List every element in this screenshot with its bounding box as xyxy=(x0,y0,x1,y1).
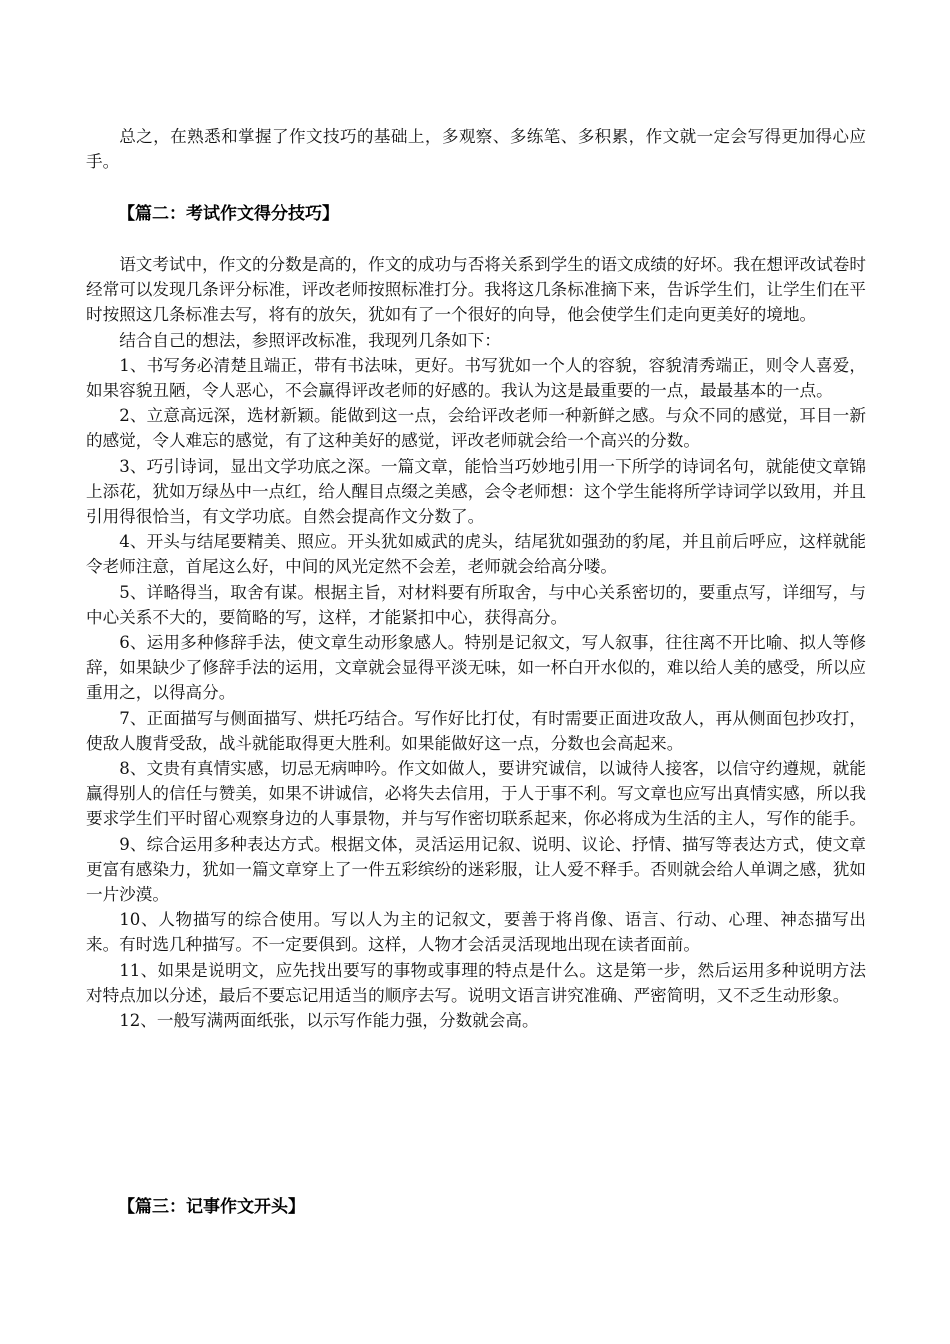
list-item: 1、书写务必清楚且端正，带有书法味，更好。书写犹如一个人的容貌，容貌清秀端正，则令人喜爱，如果容貌丑陋，令人恶心，不会赢得评改老师的好感的。我认为这是最重要的一点，最最基本的一点。 xyxy=(86,355,866,401)
paragraph: 语文考试中，作文的分数是高的，作文的成功与否将关系到学生的语文成绩的好坏。我在想评改试卷时经常可以发现几条评分标准，评改老师按照标准打分。我将这几条标准摘下来，告诉学生们，让学生们在平时按照这几条标准去写，将有的放矢，犹如有了一个很好的向导，他会使学生们走向更美好的境地。 xyxy=(86,255,866,325)
list-item: 10、人物描写的综合使用。写以人为主的记叙文，要善于将肖像、语言、行动、心理、神态描写出来。有时选几种描写。不一定要俱到。这样，人物才会活灵活现地出现在读者面前。 xyxy=(86,910,866,955)
intro-paragraph: 总之，在熟悉和掌握了作文技巧的基础上，多观察、多练笔、多积累，作文就一定会写得更加得心应手。 xyxy=(86,127,866,172)
section2-heading: 【篇二：考试作文得分技巧】 xyxy=(118,204,339,224)
list-item: 5、详略得当，取舍有谋。根据主旨，对材料要有所取舍，与中心关系密切的，要重点写，详细写，与中心关系不大的，要简略的写，这样，才能紧扣中心，获得高分。 xyxy=(86,582,866,627)
list-item: 9、综合运用多种表达方式。根据文体，灵活运用记叙、说明、议论、抒情、描写等表达方式，使文章更富有感染力，犹如一篇文章穿上了一件五彩缤纷的迷彩服，让人爱不释手。否则就会给人单调之感，犹如一片沙漠。 xyxy=(86,834,866,905)
section2-body xyxy=(86,252,866,1033)
list-item: 3、巧引诗词，显出文学功底之深。一篇文章，能恰当巧妙地引用一下所学的诗词名句，就能使文章锦上添花，犹如万绿丛中一点红，给人醒目点缀之美感，会令老师想：这个学生能将所学诗词学以致用，并且引用得很恰当，有文学功底。自然会提高作文分数了。 xyxy=(86,456,866,527)
list-item: 6、运用多种修辞手法，使文章生动形象感人。特别是记叙文，写人叙事，往往离不开比喻、拟人等修辞，如果缺少了修辞手法的运用，文章就会显得平淡无味，如一杯白开水似的，难以给人美的感受，所以应重用之，以得高分。 xyxy=(86,633,866,703)
section3-heading: 【篇三：记事作文开头】 xyxy=(118,1197,305,1217)
list-item: 12、一般写满两面纸张，以示写作能力强，分数就会高。 xyxy=(119,1011,539,1031)
list-item: 11、如果是说明文，应先找出要写的事物或事理的特点是什么。这是第一步，然后运用多种说明方法对特点加以分述，最后不要忘记用适当的顺序去写。说明文语言讲究准确、严密简明，又不乏生动形象。 xyxy=(86,960,866,1005)
paragraph: 结合自己的想法，参照评改标准，我现列几条如下： xyxy=(119,330,501,350)
list-item: 2、立意高远深，选材新颖。能做到这一点，会给评改老师一种新鲜之感。与众不同的感觉，耳目一新的感觉，令人难忘的感觉，有了这种美好的感觉，评改老师就会给一个高兴的分数。 xyxy=(86,406,866,451)
list-item: 8、文贵有真情实感，切忌无病呻吟。作文如做人，要讲究诚信，以诚待人接客，以信守约遵规，就能赢得别人的信任与赞美，如果不讲诚信，必将失去信用，于人于事不利。写文章也应写出真情实感，所以我要求学生们平时留心观察身边的人事景物，并与写作密切联系起来，你必将成为生活的主人，写作的能手。 xyxy=(86,759,866,829)
list-item: 4、开头与结尾要精美、照应。开头犹如威武的虎头，结尾犹如强劲的豹尾，并且前后呼应，这样就能令老师注意，首尾这么好，中间的风光定然不会差，老师就会给高分喽。 xyxy=(86,532,866,577)
list-item: 7、正面描写与侧面描写、烘托巧结合。写作好比打仗，有时需要正面进攻敌人，再从侧面包抄攻打，使敌人腹背受敌，战斗就能取得更大胜利。如果能做好这一点，分数也会高起来。 xyxy=(86,708,866,753)
intro-text xyxy=(86,124,866,174)
